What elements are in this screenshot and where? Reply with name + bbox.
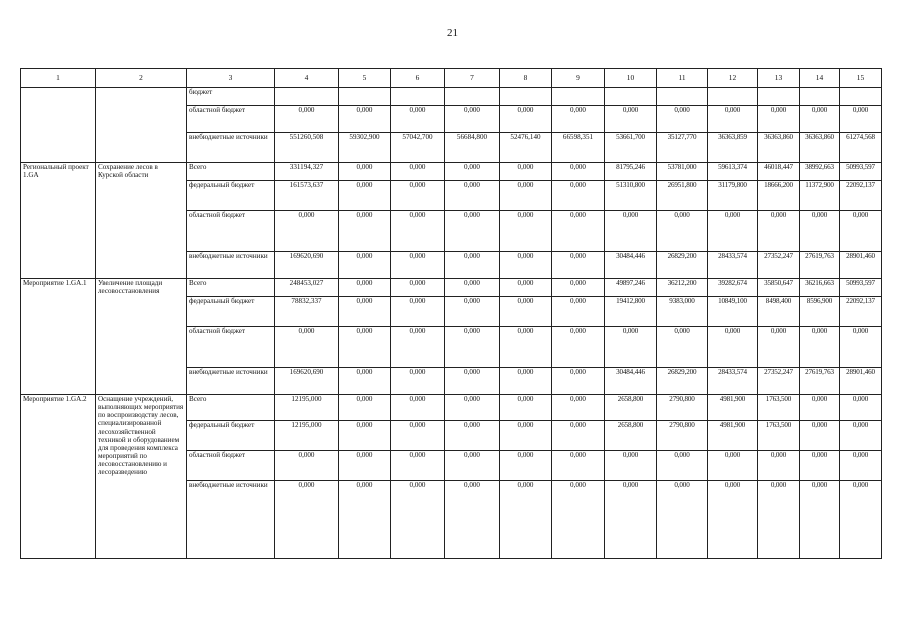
value-cell: 0,000 (657, 451, 708, 481)
value-cell: 27619,763 (800, 252, 840, 279)
table-row (21, 395, 882, 421)
value-cell: 0,000 (445, 368, 500, 395)
value-cell: 2790,800 (657, 395, 708, 421)
value-cell (391, 88, 445, 106)
column-header: 3 (187, 69, 275, 88)
value-cell: 0,000 (552, 181, 605, 211)
value-cell: 0,000 (605, 211, 657, 252)
value-cell: 0,000 (500, 163, 552, 181)
value-cell: 0,000 (800, 106, 840, 133)
value-cell: 0,000 (339, 327, 391, 368)
value-cell: 169620,690 (275, 252, 339, 279)
value-cell: 52476,140 (500, 133, 552, 163)
value-cell: 0,000 (339, 481, 391, 559)
value-cell: 36363,859 (708, 133, 758, 163)
value-cell: 0,000 (840, 106, 882, 133)
value-cell: 26829,200 (657, 368, 708, 395)
value-cell: 0,000 (500, 327, 552, 368)
value-cell: 0,000 (800, 451, 840, 481)
value-cell: 0,000 (552, 297, 605, 327)
value-cell: 0,000 (275, 481, 339, 559)
value-cell: 0,000 (445, 421, 500, 451)
value-cell: 61274,568 (840, 133, 882, 163)
funding-source-label: внебюджетные источники (187, 252, 275, 279)
value-cell: 26951,800 (657, 181, 708, 211)
value-cell: 161573,637 (275, 181, 339, 211)
value-cell: 81795,246 (605, 163, 657, 181)
value-cell (800, 88, 840, 106)
value-cell: 0,000 (391, 181, 445, 211)
value-cell: 36216,663 (800, 279, 840, 297)
program-description: Сохранение лесов в Курской области (96, 163, 187, 279)
value-cell: 0,000 (445, 211, 500, 252)
value-cell: 0,000 (552, 327, 605, 368)
value-cell: 0,000 (800, 421, 840, 451)
funding-source-label: областной бюджет (187, 211, 275, 252)
value-cell: 36363,860 (800, 133, 840, 163)
value-cell: 0,000 (708, 451, 758, 481)
value-cell: 0,000 (840, 421, 882, 451)
value-cell: 39282,674 (708, 279, 758, 297)
value-cell: 50993,597 (840, 163, 882, 181)
value-cell: 0,000 (552, 395, 605, 421)
value-cell: 0,000 (500, 279, 552, 297)
value-cell: 0,000 (800, 395, 840, 421)
value-cell: 0,000 (840, 395, 882, 421)
value-cell: 35127,770 (657, 133, 708, 163)
value-cell: 0,000 (758, 211, 800, 252)
column-header: 13 (758, 69, 800, 88)
value-cell: 0,000 (552, 106, 605, 133)
value-cell: 66598,351 (552, 133, 605, 163)
value-cell: 49897,246 (605, 279, 657, 297)
value-cell: 1763,500 (758, 395, 800, 421)
column-header: 7 (445, 69, 500, 88)
value-cell (708, 88, 758, 106)
value-cell: 0,000 (445, 327, 500, 368)
program-description: Увеличение площади лесовосстановления (96, 279, 187, 395)
column-header: 6 (391, 69, 445, 88)
value-cell: 0,000 (500, 181, 552, 211)
value-cell: 78832,337 (275, 297, 339, 327)
value-cell: 0,000 (800, 327, 840, 368)
value-cell: 35850,647 (758, 279, 800, 297)
value-cell: 0,000 (708, 106, 758, 133)
value-cell: 0,000 (339, 106, 391, 133)
column-header: 10 (605, 69, 657, 88)
value-cell: 46018,447 (758, 163, 800, 181)
value-cell: 0,000 (840, 481, 882, 559)
header-row (21, 69, 882, 88)
value-cell: 0,000 (391, 451, 445, 481)
value-cell: 0,000 (552, 211, 605, 252)
value-cell: 0,000 (339, 163, 391, 181)
value-cell: 0,000 (391, 163, 445, 181)
value-cell: 0,000 (275, 327, 339, 368)
value-cell: 0,000 (758, 481, 800, 559)
value-cell: 56684,800 (445, 133, 500, 163)
value-cell: 2790,800 (657, 421, 708, 451)
table-row (21, 279, 882, 297)
value-cell: 0,000 (708, 327, 758, 368)
value-cell: 53661,700 (605, 133, 657, 163)
value-cell: 0,000 (657, 327, 708, 368)
value-cell (840, 88, 882, 106)
value-cell: 0,000 (800, 481, 840, 559)
value-cell: 0,000 (500, 421, 552, 451)
funding-source-label: бюджет (187, 88, 275, 106)
value-cell: 0,000 (391, 481, 445, 559)
value-cell: 0,000 (500, 297, 552, 327)
value-cell: 0,000 (605, 481, 657, 559)
value-cell: 28901,460 (840, 368, 882, 395)
value-cell: 0,000 (339, 252, 391, 279)
program-title: Мероприятие 1.GA.1 (21, 279, 96, 395)
funding-source-label: федеральный бюджет (187, 421, 275, 451)
value-cell: 0,000 (339, 297, 391, 327)
column-header: 1 (21, 69, 96, 88)
value-cell: 0,000 (657, 211, 708, 252)
value-cell: 27352,247 (758, 252, 800, 279)
value-cell: 0,000 (605, 327, 657, 368)
value-cell: 59302,900 (339, 133, 391, 163)
table-body (21, 69, 882, 559)
funding-source-label: Всего (187, 163, 275, 181)
value-cell: 0,000 (275, 211, 339, 252)
program-title (21, 88, 96, 163)
value-cell: 0,000 (391, 368, 445, 395)
value-cell: 0,000 (445, 106, 500, 133)
page-number: 21 (447, 27, 458, 39)
table-row (21, 88, 882, 106)
column-header: 5 (339, 69, 391, 88)
column-header: 12 (708, 69, 758, 88)
value-cell: 57042,700 (391, 133, 445, 163)
value-cell: 10849,100 (708, 297, 758, 327)
funding-source-label: Всего (187, 279, 275, 297)
column-header: 2 (96, 69, 187, 88)
value-cell: 36363,860 (758, 133, 800, 163)
value-cell: 0,000 (552, 481, 605, 559)
column-header: 9 (552, 69, 605, 88)
value-cell: 22092,137 (840, 297, 882, 327)
value-cell (552, 88, 605, 106)
column-header: 11 (657, 69, 708, 88)
funding-source-label: внебюджетные источники (187, 481, 275, 559)
value-cell: 0,000 (391, 297, 445, 327)
value-cell: 0,000 (339, 211, 391, 252)
value-cell: 331194,327 (275, 163, 339, 181)
value-cell: 0,000 (445, 451, 500, 481)
value-cell: 51310,800 (605, 181, 657, 211)
value-cell: 4981,900 (708, 421, 758, 451)
value-cell: 28901,460 (840, 252, 882, 279)
value-cell: 59613,374 (708, 163, 758, 181)
value-cell: 0,000 (552, 421, 605, 451)
value-cell: 28433,574 (708, 252, 758, 279)
value-cell: 0,000 (500, 252, 552, 279)
value-cell (657, 88, 708, 106)
value-cell: 0,000 (339, 368, 391, 395)
value-cell: 0,000 (445, 181, 500, 211)
value-cell: 0,000 (657, 106, 708, 133)
value-cell (445, 88, 500, 106)
funding-source-label: Всего (187, 395, 275, 421)
value-cell: 0,000 (840, 327, 882, 368)
value-cell: 0,000 (339, 451, 391, 481)
column-header: 14 (800, 69, 840, 88)
value-cell: 11372,900 (800, 181, 840, 211)
program-title: Региональный проект 1.GA (21, 163, 96, 279)
funding-source-label: федеральный бюджет (187, 297, 275, 327)
value-cell: 0,000 (552, 451, 605, 481)
value-cell: 0,000 (275, 451, 339, 481)
value-cell: 0,000 (339, 279, 391, 297)
value-cell: 27352,247 (758, 368, 800, 395)
value-cell: 0,000 (552, 368, 605, 395)
funding-source-label: областной бюджет (187, 327, 275, 368)
value-cell: 0,000 (800, 211, 840, 252)
value-cell: 30484,446 (605, 368, 657, 395)
value-cell: 2658,800 (605, 395, 657, 421)
value-cell: 12195,000 (275, 395, 339, 421)
value-cell: 8498,400 (758, 297, 800, 327)
value-cell: 4981,900 (708, 395, 758, 421)
value-cell: 0,000 (445, 297, 500, 327)
value-cell: 0,000 (339, 395, 391, 421)
value-cell: 19412,800 (605, 297, 657, 327)
value-cell: 0,000 (391, 252, 445, 279)
value-cell: 50993,597 (840, 279, 882, 297)
funding-source-label: внебюджетные источники (187, 133, 275, 163)
value-cell: 0,000 (391, 106, 445, 133)
program-title: Мероприятие 1.GA.2 (21, 395, 96, 559)
value-cell: 248453,027 (275, 279, 339, 297)
value-cell: 0,000 (552, 163, 605, 181)
value-cell: 38992,663 (800, 163, 840, 181)
value-cell: 0,000 (391, 279, 445, 297)
value-cell: 0,000 (339, 181, 391, 211)
value-cell: 551260,508 (275, 133, 339, 163)
value-cell: 8596,900 (800, 297, 840, 327)
value-cell: 0,000 (708, 211, 758, 252)
value-cell: 36212,200 (657, 279, 708, 297)
value-cell: 0,000 (445, 163, 500, 181)
value-cell (500, 88, 552, 106)
value-cell: 0,000 (552, 279, 605, 297)
value-cell: 0,000 (391, 395, 445, 421)
value-cell (758, 88, 800, 106)
column-header: 15 (840, 69, 882, 88)
value-cell: 0,000 (708, 481, 758, 559)
value-cell: 0,000 (552, 252, 605, 279)
value-cell: 0,000 (445, 481, 500, 559)
value-cell: 2658,800 (605, 421, 657, 451)
value-cell: 0,000 (500, 106, 552, 133)
value-cell: 0,000 (758, 327, 800, 368)
value-cell: 0,000 (657, 481, 708, 559)
value-cell: 0,000 (500, 481, 552, 559)
budget-table (20, 68, 882, 559)
value-cell: 12195,000 (275, 421, 339, 451)
value-cell: 18666,200 (758, 181, 800, 211)
value-cell: 0,000 (500, 368, 552, 395)
program-description (96, 88, 187, 163)
value-cell: 0,000 (605, 451, 657, 481)
value-cell: 0,000 (605, 106, 657, 133)
value-cell: 0,000 (758, 451, 800, 481)
value-cell: 0,000 (445, 279, 500, 297)
value-cell: 30484,446 (605, 252, 657, 279)
value-cell: 31179,800 (708, 181, 758, 211)
value-cell (275, 88, 339, 106)
value-cell: 0,000 (391, 327, 445, 368)
value-cell: 0,000 (275, 106, 339, 133)
value-cell (605, 88, 657, 106)
value-cell: 0,000 (840, 211, 882, 252)
funding-source-label: областной бюджет (187, 451, 275, 481)
value-cell: 0,000 (391, 211, 445, 252)
column-header: 4 (275, 69, 339, 88)
value-cell: 0,000 (500, 211, 552, 252)
value-cell: 28433,574 (708, 368, 758, 395)
value-cell: 169620,690 (275, 368, 339, 395)
column-header: 8 (500, 69, 552, 88)
value-cell: 9383,000 (657, 297, 708, 327)
value-cell: 26829,200 (657, 252, 708, 279)
value-cell: 0,000 (500, 451, 552, 481)
funding-source-label: областной бюджет (187, 106, 275, 133)
value-cell: 0,000 (339, 421, 391, 451)
value-cell: 0,000 (445, 395, 500, 421)
funding-source-label: внебюджетные источники (187, 368, 275, 395)
funding-source-label: федеральный бюджет (187, 181, 275, 211)
value-cell: 0,000 (445, 252, 500, 279)
value-cell: 0,000 (391, 421, 445, 451)
value-cell: 0,000 (840, 451, 882, 481)
value-cell: 27619,763 (800, 368, 840, 395)
value-cell: 0,000 (758, 106, 800, 133)
value-cell: 53781,000 (657, 163, 708, 181)
value-cell (339, 88, 391, 106)
value-cell: 0,000 (500, 395, 552, 421)
value-cell: 22092,137 (840, 181, 882, 211)
value-cell: 1763,500 (758, 421, 800, 451)
program-description: Оснащение учреждений, выполняющих мероприятия по воспроизводству лесов, специализированной лесохозяйственной техникой и оборудованием для проведения комплекса мероприятий по лесовосстановлению и лесоразведению (96, 395, 187, 559)
table-row (21, 163, 882, 181)
